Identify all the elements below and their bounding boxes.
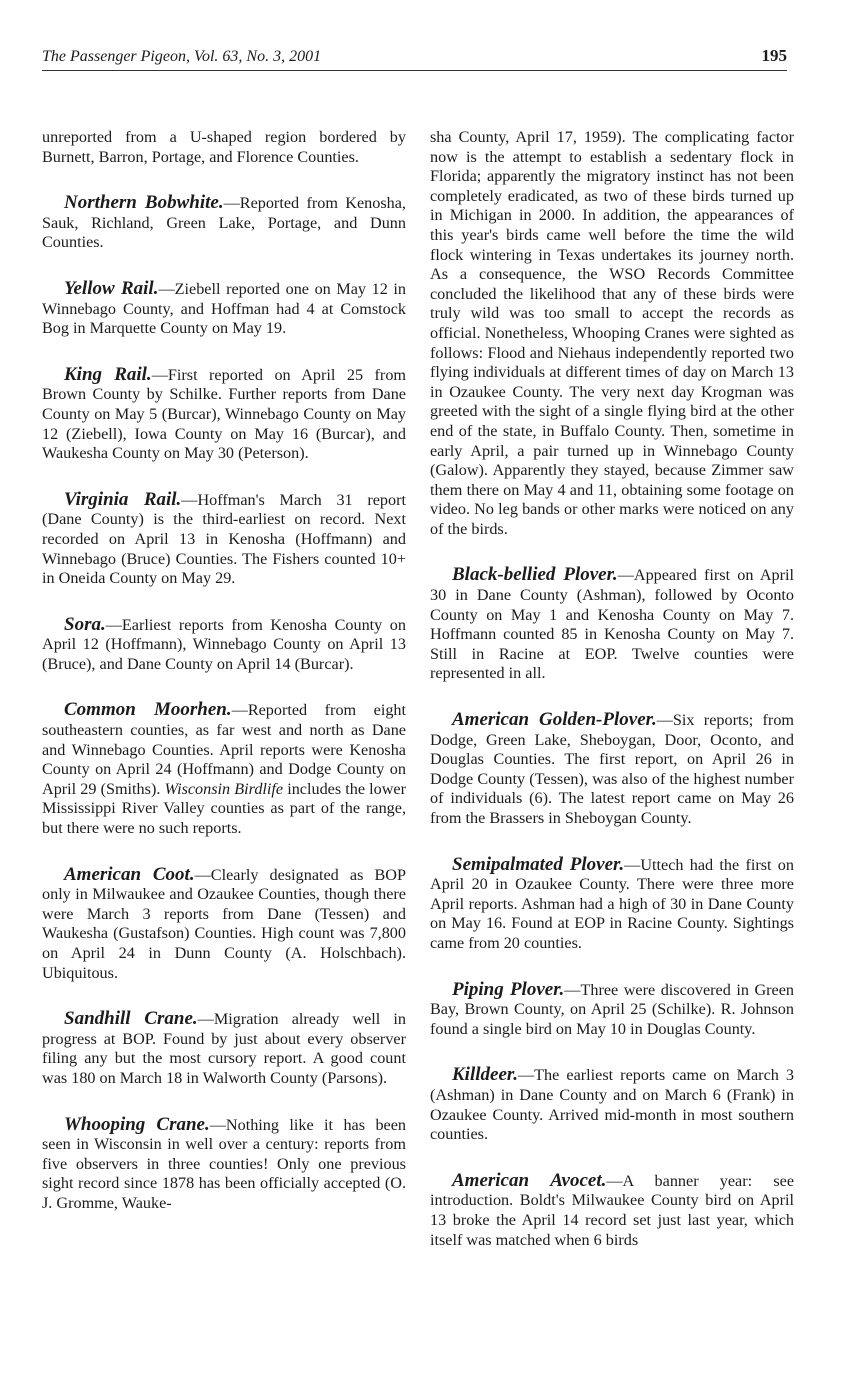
entry-text: Earliest reports from Kenosha County on April 12 (Hoffmann), Winnebago County on April 13 (Bruce), and Dane County on April 14 (Burcar). <box>42 615 406 673</box>
species-name: Virginia Rail. <box>64 488 182 510</box>
species-name: American Avocet. <box>452 1169 607 1191</box>
species-entry-yellow-rail <box>42 279 406 339</box>
entry-text: Reported from Kenosha, Sauk, Richland, Green Lake, Portage, and Dunn Counties. <box>42 194 406 252</box>
em-dash: — <box>564 980 581 999</box>
species-name: Sandhill Crane. <box>64 1008 198 1030</box>
em-dash: — <box>223 194 240 213</box>
em-dash: — <box>517 1066 535 1085</box>
species-entry-american-coot <box>42 865 406 984</box>
entry-text: Migration already well in progress at BOP. Found by just about every observer filing any but the most cursory report. A good count was 180 on March 18 in Walworth County (Parsons). <box>42 1010 406 1087</box>
species-entry-semipalmated-plover <box>430 855 794 954</box>
em-dash: — <box>209 1115 226 1134</box>
entry-text: First reported on April 25 from Brown County by Schilke. Further reports from Dane County on May 5 (Burcar), Winnebago County on May 12 (Ziebell), Iowa County on May 16 (Burcar), and Waukesha County on May 30 (Peterson). <box>42 365 407 463</box>
em-dash: — <box>624 855 641 874</box>
species-name: Yellow Rail. <box>64 277 159 299</box>
em-dash: — <box>617 566 634 585</box>
species-name: Piping Plover. <box>452 978 565 1000</box>
em-dash: — <box>197 1010 214 1029</box>
species-name: Black-bellied Plover. <box>452 564 618 586</box>
em-dash: — <box>158 279 175 298</box>
species-name: Sora. <box>64 613 106 635</box>
species-entry-northern-bobwhite <box>42 193 406 253</box>
species-name: Common Moorhen. <box>64 699 232 721</box>
entry-text: Clearly designated as BOP only in Milwaukee and Ozaukee Counties, though there were March 3 reports from Dane (Tessen) and Waukesha (Gustafson) Counties. High count was 7,800 on April 24 in Dunn County (A. Holschbach). Ubiquitous. <box>42 865 406 982</box>
species-name: American Coot. <box>64 863 195 885</box>
species-entry-sora <box>42 615 406 675</box>
entry-text: Three were discovered in Green Bay, Brown County, on April 25 (Schilke). R. Johnson found a single bird on May 10 in Douglas County. <box>430 980 794 1038</box>
entry-text: A banner year: see introduction. Boldt's Milwaukee County bird on April 13 broke the April 14 record set just last year, which itself was matched when 6 birds <box>430 1171 795 1249</box>
species-entry-king-rail <box>42 365 406 464</box>
species-entry-american-golden-plover <box>430 710 794 829</box>
running-head <box>42 48 787 71</box>
species-entry-american-avocet <box>430 1171 794 1250</box>
right-column <box>430 128 794 1276</box>
species-name: Killdeer. <box>452 1064 518 1086</box>
em-dash: — <box>194 865 211 884</box>
em-dash: — <box>656 711 673 730</box>
em-dash: — <box>231 701 248 720</box>
em-dash: — <box>181 490 198 509</box>
entry-text: Ziebell reported one on May 12 in Winnebago County, and Hoffman had 4 at Comstock Bog in Marquette County on May 19. <box>42 279 406 338</box>
em-dash: — <box>606 1171 623 1190</box>
em-dash: — <box>105 615 122 634</box>
continuation-paragraph: sha County, April 17, 1959). The complicating factor now is the attempt to establish a sedentary flock in Florida; apparently the migratory instinct has not been completely eradicated, as two of these birds turned up in Michigan in 2000. In addition, the appearances of this year's birds came well before the time the wild flock wintering in Texas undertakes its journey north. As a consequence, the WSO Records Committee concluded the likelihood that any of these birds were truly wild was too small to accept the records as official. Nonetheless, Whooping Cranes were sighted as follows: Flood and Niehaus independently reported two flying individuals at different times of day on March 13 in Ozaukee County. The very next day Krogman was greeted with the sight of a single flying bird at the other end of the state, in Buffalo County. Then, sometime in early April, a pair turned up in Winnebago County (Galow). Apparently they stayed, because Zimmer saw them there on May 4 and 11, obtaining some footage on video. No leg bands or other marks were noticed on any of the birds. <box>430 128 794 538</box>
continuation-paragraph: unreported from a U-shaped region bordered by Burnett, Barron, Portage, and Florence Counties. <box>42 128 406 166</box>
entry-text: Reported from eight southeastern counties, as far west and north as Dane and Winnebago Counties. April reports were Kenosha County on April 24 (Hoffmann) and Dodge County on April 29 (Smiths). <box>42 701 407 798</box>
journal-citation: The Passenger Pigeon, Vol. 63, No. 3, 2001 <box>42 48 322 65</box>
entry-text: Hoffman's March 31 report (Dane County) is the third-earliest on record. Next recorded on April 13 in Kenosha (Hoffmann) and Winnebago (Bruce) Counties. The Fishers counted 10+ in Oneida County on May 29. <box>42 490 406 588</box>
species-entry-whooping-crane <box>42 1115 406 1214</box>
entry-text: The earliest reports came on March 3 (Ashman) in Dane County and on March 6 (Frank) in Ozaukee County. Arrived mid-month in most southern counties. <box>430 1066 794 1144</box>
species-name: Northern Bobwhite. <box>64 192 224 214</box>
species-name: Whooping Crane. <box>64 1113 210 1135</box>
entry-text: Six reports; from Dodge, Green Lake, Sheboygan, Door, Oconto, and Douglas Counties. The first report, on April 26 in Dodge County (Tessen), was also of the highest number of individuals (6). The latest report came on May 26 from the Brassers in Sheboygan County. <box>430 711 795 827</box>
species-entry-killdeer <box>430 1065 794 1144</box>
species-entry-black-bellied-plover <box>430 565 794 684</box>
species-name: King Rail. <box>64 363 152 385</box>
species-name: Semipalmated Plover. <box>452 853 625 875</box>
entry-text: Nothing like it has been seen in Wisconsin in well over a century: reports from five observers in three counties! Only one previous sight record since 1878 has been officially accepted (O. J. Gromme, Wauke- <box>42 1115 406 1212</box>
book-title: Wisconsin Birdlife <box>164 779 284 798</box>
em-dash: — <box>151 365 168 384</box>
species-entry-virginia-rail <box>42 490 406 589</box>
left-column <box>42 128 406 1240</box>
entry-text: Appeared first on April 30 in Dane County (Ashman), followed by Oconto County on May 1 and Kenosha County on May 7. Hoffmann counted 85 in Kenosha County on May 7. Still in Racine at EOP. Twelve counties were represented in all. <box>430 566 794 683</box>
species-entry-sandhill-crane <box>42 1009 406 1088</box>
species-name: American Golden-Plover. <box>452 709 657 731</box>
species-entry-piping-plover <box>430 980 794 1040</box>
species-entry-common-moorhen <box>42 700 406 838</box>
entry-text: Uttech had the first on April 20 in Ozaukee County. There were three more April reports. Ashman had a high of 30 in Dane County on May 16. Found at EOP in Racine County. Sightings came from 20 counties. <box>430 855 794 952</box>
entry-text-after: includes the lower Mississippi River Valley counties as part of the range, but there were no such reports. <box>42 779 407 838</box>
page-number: 195 <box>761 46 787 65</box>
